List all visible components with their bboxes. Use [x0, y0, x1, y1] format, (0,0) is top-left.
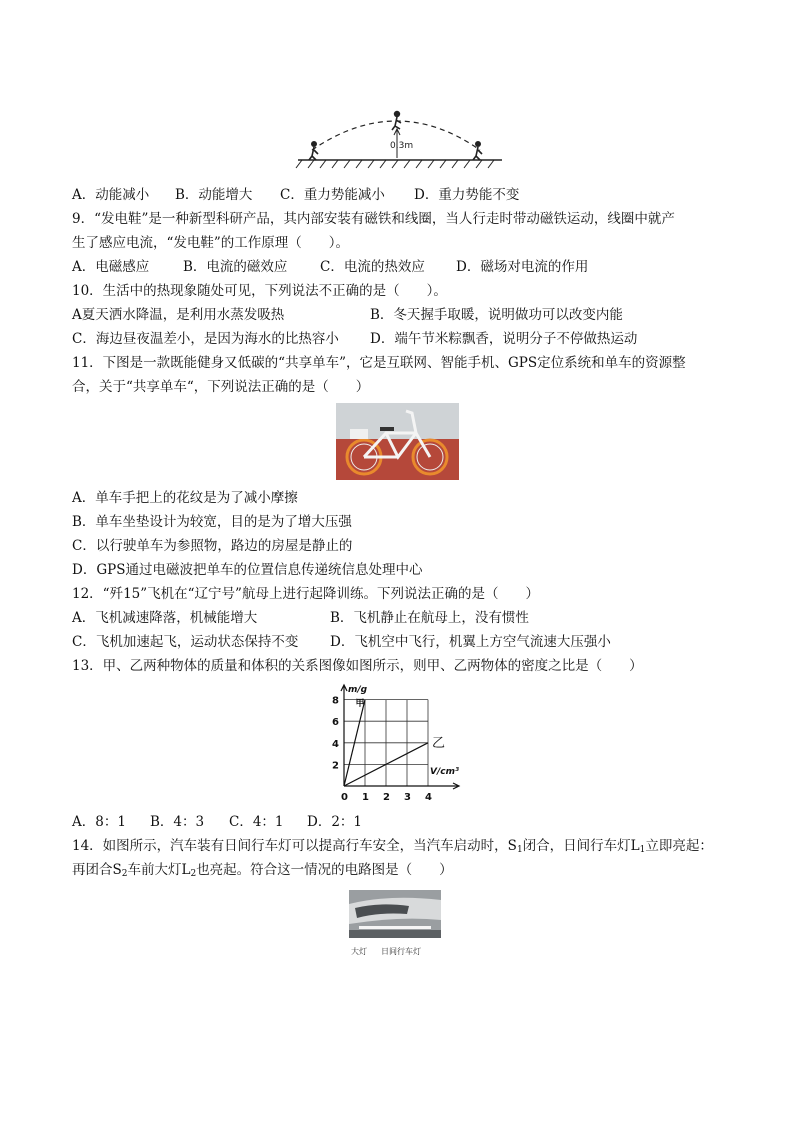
q11-stem-line2: 合，关于“共享单车“，下列说法正确的是（ ）	[72, 379, 370, 395]
q12-option-b[interactable]: B．飞机静止在航母上，没有惯性	[330, 610, 529, 626]
q12-stem: 12．“歼15”飞机在“辽宁号”航母上进行起降训练。下列说法正确的是（ ）	[72, 586, 539, 602]
y-tick-label: 2	[332, 760, 339, 772]
q9-stem-line1: 9．“发电鞋”是一种新型科研产品，其内部安装有磁铁和线圈，当人行走时带动磁铁运动，线圈中就产	[72, 211, 675, 227]
shared-bike-photo	[336, 403, 459, 480]
chart-grid	[344, 700, 428, 786]
y-tick-label: 6	[332, 717, 339, 729]
q12-option-a[interactable]: A．飞机减速降落，机械能增大	[72, 610, 258, 626]
q10-option-d[interactable]: D．端午节米粽飘香，说明分子不停做热运动	[370, 331, 638, 347]
q8-option-c[interactable]: C．重力势能减小	[280, 187, 385, 203]
q10-option-b[interactable]: B．冬天握手取暖，说明做功可以改变内能	[370, 307, 623, 323]
q10-stem: 10．生活中的热现象随处可见，下列说法不正确的是（ ）。	[72, 283, 447, 299]
x-tick-label: 3	[404, 792, 411, 803]
series-label-jia: 甲	[355, 699, 365, 710]
q11-option-a[interactable]: A．单车手把上的花纹是为了减小摩擦	[72, 490, 298, 506]
q13-stem: 13．甲、乙两种物体的质量和体积的关系图像如图所示，则甲、乙两物体的密度之比是（ ）	[72, 658, 643, 674]
q8-option-d[interactable]: D．重力势能不变	[414, 187, 520, 203]
q9-option-a[interactable]: A．电磁感应	[72, 259, 150, 275]
q12-option-c[interactable]: C．飞机加速起飞，运动状态保持不变	[72, 634, 299, 650]
x-tick-label: 2	[383, 792, 390, 803]
y-axis-label: m/g	[348, 685, 368, 695]
x-axis-label: V/cm³	[430, 767, 459, 777]
q11-option-d[interactable]: D．GPS通过电磁波把单车的位置信息传递统信息处理中心	[72, 562, 423, 578]
car-lights-photo	[349, 890, 441, 938]
q9-option-c[interactable]: C．电流的热效应	[320, 259, 425, 275]
q9-option-d[interactable]: D．磁场对电流的作用	[456, 259, 589, 275]
chart-labels	[332, 685, 459, 803]
q12-option-d[interactable]: D．飞机空中飞行，机翼上方空气流速大压强小	[330, 634, 611, 650]
caption-headlight: 大灯	[351, 947, 367, 956]
q10-option-a[interactable]: A夏天洒水降温，是利用水蒸发吸热	[72, 307, 285, 323]
q11-option-b[interactable]: B．单车坐垫设计为较宽，目的是为了增大压强	[72, 514, 352, 530]
height-label: 0.3m	[390, 141, 414, 151]
q14-stem-line2: 再团合$S_2$车前大灯$L_2$也亮起。符合这一情况的电路图是（ ）	[72, 862, 453, 879]
jumper-left-icon	[309, 141, 318, 160]
q9-option-b[interactable]: B．电流的磁效应	[183, 259, 288, 275]
q13-option-a[interactable]: A．8：1	[72, 814, 126, 830]
q14-stem-line1: 14．如图所示，汽车装有日间行车灯可以提高行车安全，当汽车启动时，$S_1$闭合，日间行车灯$L_1$立即亮起：	[72, 838, 713, 855]
series-label-yi: 乙	[432, 735, 446, 751]
y-tick-label: 4	[332, 738, 339, 750]
x-tick-label: 1	[362, 792, 369, 803]
q11-option-c[interactable]: C．以行驶单车为参照物，路边的房屋是静止的	[72, 538, 353, 554]
q10-option-c[interactable]: C．海边昼夜温差小，是因为海水的比热容小	[72, 331, 339, 347]
q11-stem-line1: 11．下图是一款既能健身又低碳的“共享单车”，它是互联网、智能手机、GPS定位系统和单车的资源整	[72, 355, 686, 371]
x-tick-label: 4	[425, 792, 432, 803]
q13-option-b[interactable]: B．4：3	[150, 814, 205, 830]
q8-option-a[interactable]: A．动能减小	[72, 187, 150, 203]
mass-volume-chart	[324, 682, 474, 806]
caption-daytime-light: 日间行车灯	[381, 947, 421, 956]
q8-trajectory-figure	[290, 108, 510, 174]
x-tick-label: 0	[341, 792, 348, 803]
q13-option-c[interactable]: C．4：1	[229, 814, 284, 830]
jumper-right-icon	[473, 141, 482, 160]
q13-option-d[interactable]: D．2：1	[307, 814, 363, 830]
y-tick-label: 8	[332, 695, 339, 707]
jumper-top-icon	[392, 111, 401, 130]
q8-option-b[interactable]: B．动能增大	[175, 187, 253, 203]
q9-stem-line2: 生了感应电流，“发电鞋”的工作原理（ ）。	[72, 235, 350, 251]
